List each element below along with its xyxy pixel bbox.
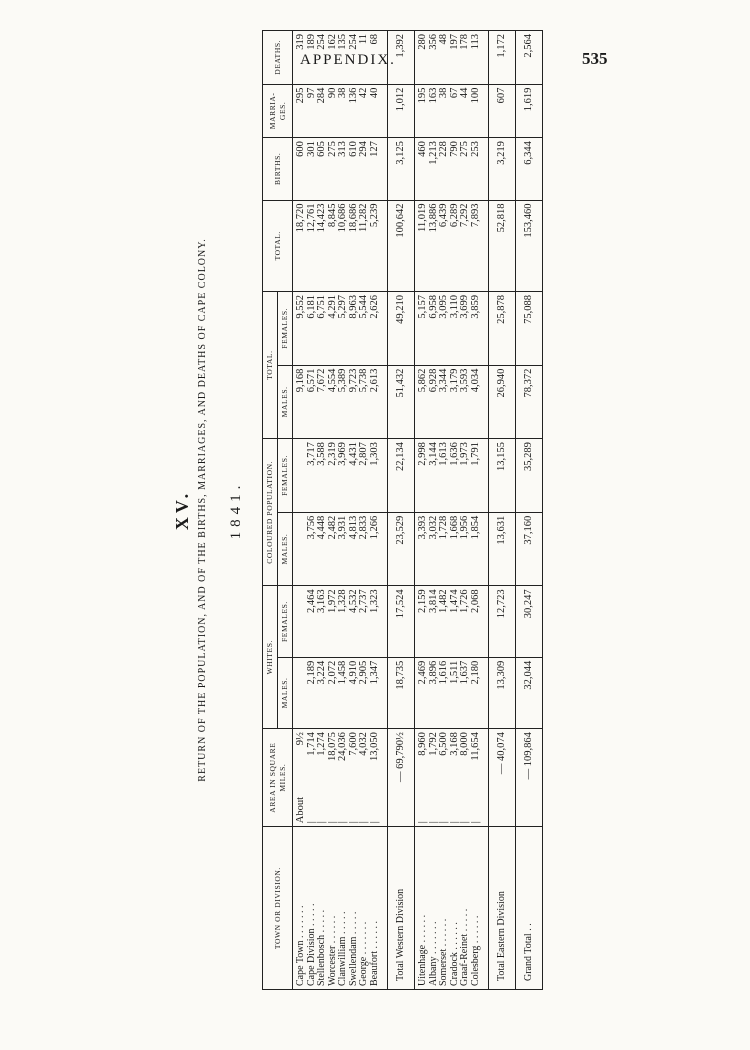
cell-value: 12,761 [305,203,317,233]
cell-value: 5,297 [337,294,348,319]
eastern-division-rows [415,31,489,990]
marriages-western [293,84,388,138]
coloured-males-eastern [415,512,489,586]
cell-value: 5,157 [417,294,428,319]
total-males-western [293,365,388,439]
cell-value: 2,068 [469,589,481,613]
cell-value: 1,213 [427,141,439,165]
town-name: George . . . . . . . [358,921,369,986]
col-total-females: FEMALES. [278,291,293,365]
cell-value: 11,019 [417,203,428,233]
town-names-western [293,827,388,990]
cell-value: 38 [438,87,449,99]
total-eastern-deaths: 1,172 [489,31,516,85]
total-western-deaths: 1,392 [388,31,415,85]
total-western-label: Total Western Division [388,827,415,990]
cell-value: 6,289 [448,203,460,228]
area-number: 8,000 [459,732,470,756]
cell-value: 44 [459,87,470,99]
cell-value: 2,189 [305,660,317,685]
total-eastern-tm: 26,940 [489,365,516,439]
total-eastern-tf: 25,878 [489,291,516,365]
grand-total-tf: 75,088 [516,291,543,365]
col-coloured-females: FEMALES. [278,439,293,513]
area-value [296,732,307,823]
cell-value: 3,588 [316,442,327,466]
cell-value: 11,282 [358,203,369,233]
total-females-eastern [415,291,489,365]
total-females-western [293,291,388,365]
cell-value: 5,738 [358,368,369,393]
total-eastern-area: — 40,074 [489,729,516,827]
area-number: 11,654 [469,732,481,761]
grand-total-cm: 37,160 [516,512,543,586]
cell-value: 3,163 [316,589,327,613]
cell-value: 13,886 [427,203,439,233]
total-eastern-births: 3,219 [489,138,516,200]
area-number: 24,036 [337,732,348,761]
table-year: 1841. [228,480,244,540]
whites-males-western [293,657,388,728]
cell-value: 195 [417,87,428,104]
cell-value [296,516,307,583]
cell-value: 135 [337,34,348,50]
area-prefix: | [305,821,317,824]
area-prefix: | [438,821,449,824]
cell-value: 1,511 [448,660,460,684]
total-eastern-label: Total Eastern Division [489,827,516,990]
deaths-western [293,31,388,85]
cell-value: 3,717 [305,442,317,466]
cell-value: 301 [305,141,317,157]
cell-value: 1,668 [448,515,460,540]
cell-value: 178 [459,34,470,50]
col-whites-females: FEMALES. [278,586,293,657]
cell-value: 9,168 [295,368,306,393]
town-name: Clanwilliam . . . . . [337,911,348,986]
cell-value: 2,469 [417,660,428,685]
cell-value: 4,431 [347,442,359,466]
deaths-eastern [415,31,489,85]
town-name: Uitenhage . . . . . . [417,914,428,986]
cell-value: 1,728 [438,515,449,540]
cell-value: 100 [469,87,481,104]
cell-value: 127 [368,141,380,157]
cell-value: 42 [358,87,369,99]
area-number: 9½ [295,732,306,746]
cell-value: 1,323 [368,589,380,613]
cell-value: 3,393 [417,515,428,540]
grand-total-births: 6,344 [516,138,543,200]
cell-value: 1,328 [337,589,348,613]
cell-value: 294 [358,141,369,157]
town-name: Somerset . . . . . . [438,918,449,986]
births-western [293,138,388,200]
cell-value: 1,613 [438,442,449,466]
cell-value: 1,303 [368,442,380,466]
area-prefix: | [347,821,359,824]
cell-value: 2,319 [326,442,338,466]
total-western [293,200,388,291]
cell-value: 2,737 [358,589,369,613]
cell-value: 356 [427,34,439,50]
area-number: 1,714 [305,732,317,756]
grand-total-wf: 30,247 [516,586,543,657]
page-number: 535 [582,49,608,68]
whites-females-eastern [415,586,489,657]
grand-total-deaths: 2,564 [516,31,543,85]
col-coloured-males: MALES. [278,512,293,586]
area-value [418,732,429,823]
town-names-eastern [415,827,489,990]
cell-value: 4,532 [347,589,359,613]
cell-value [296,589,307,653]
area-prefix: | [326,821,338,824]
cell-value: 10,686 [337,203,348,233]
total-eastern-wf: 12,723 [489,586,516,657]
col-total: TOTAL. [263,200,293,291]
cell-value: 3,593 [459,368,470,393]
town-name: Worcester . . . . . . [326,915,338,986]
grand-total-label: Grand Total . . [516,827,543,990]
town-name: Cape Division . . . . . [305,903,317,986]
cell-value: 9,552 [295,294,306,319]
area-prefix: | [469,821,481,824]
total-eastern-total: 52,818 [489,200,516,291]
area-number: 1,274 [316,732,327,756]
cell-value: 8,963 [347,294,359,319]
cell-value: 113 [469,34,481,50]
cell-value: 2,905 [358,660,369,685]
cell-value: 5,239 [368,203,380,228]
cell-value: 90 [326,87,338,99]
cell-value: 1,347 [368,660,380,685]
total-eastern-marriages: 607 [489,84,516,138]
grand-total-tm: 78,372 [516,365,543,439]
area-prefix: | [337,821,348,824]
cell-value: 605 [316,141,327,157]
area-number: 1,792 [427,732,439,756]
cell-value: 1,791 [469,442,481,466]
cell-value: 3,179 [448,368,460,393]
col-whites: WHITES. [263,586,278,729]
cell-value: 1,956 [459,515,470,540]
cell-value: 4,034 [469,368,481,393]
cell-value: 18,720 [295,203,306,233]
col-whites-males: MALES. [278,657,293,728]
cell-value: 3,756 [305,515,317,540]
town-name: Graaf-Reinet . . . . . [459,908,470,986]
cell-value: 295 [295,87,306,104]
cell-value: 11 [358,34,369,45]
total-western-cm: 23,529 [388,512,415,586]
western-division-rows [293,31,388,990]
cell-value: 189 [305,34,317,50]
cell-value: 5,862 [417,368,428,393]
cell-value: 1,616 [438,660,449,685]
total-western-marriages: 1,012 [388,84,415,138]
col-total-males: MALES. [278,365,293,439]
grand-total-row [516,31,543,990]
grand-total-total: 153,460 [516,200,543,291]
cell-value: 7,893 [469,203,481,228]
cell-value: 2,807 [358,442,369,466]
total-eastern [415,200,489,291]
coloured-males-western [293,512,388,586]
cell-value: 228 [438,141,449,157]
col-total-group: TOTAL. [263,291,278,438]
cell-value: 1,973 [459,442,470,466]
cell-value: 4,554 [326,368,338,393]
table-title: RETURN OF THE POPULATION, AND OF THE BIRTHS, MARRIAGES, AND DEATHS OF CAPE COLONY. [197,238,208,782]
town-name: Albany . . . . . . . [427,921,439,986]
cell-value: 4,448 [316,515,327,540]
cell-value: 2,159 [417,589,428,613]
cell-value: 600 [295,141,306,157]
cell-value: 2,833 [358,515,369,540]
cell-value: 2,482 [326,515,338,540]
cell-value: 1,266 [368,515,380,540]
total-western-wf: 17,524 [388,586,415,657]
cell-value: 319 [295,34,306,50]
grand-total-cf: 35,289 [516,439,543,513]
total-eastern-cf: 13,155 [489,439,516,513]
cell-value: 275 [326,141,338,157]
cell-value [296,442,307,509]
total-western-row [388,31,415,990]
cell-value: 6,181 [305,294,317,319]
cell-value: 2,998 [417,442,428,466]
cell-value: 5,389 [337,368,348,393]
cell-value: 3,969 [337,442,348,466]
cell-value: 97 [305,87,317,99]
total-western-wm: 18,735 [388,657,415,728]
cell-value: 3,699 [459,294,470,319]
cell-value: 3,032 [427,515,439,540]
total-eastern-cm: 13,631 [489,512,516,586]
town-name: Stellenbosch . . . . . [316,909,327,986]
cell-value: 3,931 [337,515,348,540]
cell-value: 6,571 [305,368,317,393]
area-value [439,732,450,823]
cell-value: 5,544 [358,294,369,319]
col-town: TOWN OR DIVISION. [263,827,293,990]
area-prefix: | [316,821,327,824]
coloured-females-eastern [415,439,489,513]
cell-value: 1,636 [448,442,460,466]
cell-value: 2,613 [368,368,380,393]
cell-value: 3,144 [427,442,439,466]
cell-value: 4,910 [347,660,359,685]
cell-value: 3,344 [438,368,449,393]
cell-value: 254 [316,34,327,50]
cell-value: 284 [316,87,327,104]
town-name: Beaufort . . . . . . [368,921,380,986]
cell-value: 2,072 [326,660,338,685]
running-head-title: APPENDIX. [300,52,396,68]
area-prefix: | [417,821,428,824]
total-males-eastern [415,365,489,439]
births-eastern [415,138,489,200]
cell-value: 1,474 [448,589,460,613]
area-prefix: | [459,821,470,824]
area-eastern [415,729,489,827]
cell-value: 1,458 [337,660,348,685]
cell-value: 67 [448,87,460,99]
area-value [359,732,370,823]
cell-value: 1,972 [326,589,338,613]
cell-value: 6,439 [438,203,449,228]
area-number: 6,500 [438,732,449,756]
cell-value: 9,723 [347,368,359,393]
population-return-table [262,30,543,990]
cell-value: 4,291 [326,294,338,319]
total-eastern-row [489,31,516,990]
cell-value: 3,110 [448,294,460,319]
col-area: AREA IN SQUARE MILES. [263,729,293,827]
cell-value: 460 [417,141,428,157]
area-value [370,732,381,823]
cell-value: 275 [459,141,470,157]
cell-value: 3,095 [438,294,449,319]
area-prefix: | [427,821,439,824]
town-name: Colesberg . . . . . . [469,915,481,986]
area-prefix: | [448,821,460,824]
area-value [317,732,328,823]
cell-value: 254 [347,34,359,50]
area-value [338,732,349,823]
cell-value: 1,726 [459,589,470,613]
cell-value: 40 [368,87,380,99]
cell-value: 2,180 [469,660,481,685]
grand-total-wm: 32,044 [516,657,543,728]
cell-value: 3,814 [427,589,439,613]
town-name: Cape Town . . . . . . . [295,905,306,986]
area-prefix: About [295,796,306,824]
grand-total-area: — 109,864 [516,729,543,827]
town-name: Cradock . . . . . . [448,922,460,986]
cell-value: 7,292 [459,203,470,228]
col-births: BIRTHS. [263,138,293,200]
total-western-tm: 51,432 [388,365,415,439]
cell-value: 6,928 [427,368,439,393]
cell-value: 136 [347,87,359,104]
total-western-tf: 49,210 [388,291,415,365]
cell-value: 1,637 [459,660,470,685]
cell-value: 4,813 [347,515,359,540]
cell-value: 14,423 [316,203,327,233]
total-western-area: — 69,790½ [388,729,415,827]
area-number: 13,050 [368,732,380,761]
cell-value: 2,464 [305,589,317,613]
cell-value: 610 [347,141,359,157]
cell-value: 48 [438,34,449,45]
section-number: XV. [172,489,192,531]
cell-value: 38 [337,87,348,99]
whites-males-eastern [415,657,489,728]
area-number: 4,032 [358,732,369,756]
area-number: 8,960 [417,732,428,756]
cell-value: 162 [326,34,338,50]
cell-value: 1,482 [438,589,449,613]
coloured-females-western [293,439,388,513]
area-number: 18,075 [326,732,338,761]
cell-value: 3,896 [427,660,439,685]
cell-value: 6,958 [427,294,439,319]
area-number: 7,600 [347,732,359,756]
total-western-births: 3,125 [388,138,415,200]
area-western [293,729,388,827]
cell-value: 197 [448,34,460,50]
area-value [460,732,471,823]
area-prefix: | [358,821,369,824]
col-marriages: MARRIA-GES. [263,84,293,138]
cell-value: 790 [448,141,460,157]
whites-females-western [293,586,388,657]
cell-value: 68 [368,34,380,45]
cell-value: 3,859 [469,294,481,319]
marriages-eastern [415,84,489,138]
total-western-total: 100,642 [388,200,415,291]
cell-value: 163 [427,87,439,104]
cell-value [296,661,307,725]
total-western-cf: 22,134 [388,439,415,513]
cell-value: 2,626 [368,294,380,319]
cell-value: 8,845 [326,203,338,228]
area-prefix: | [368,821,380,824]
cell-value: 6,751 [316,294,327,319]
cell-value: 253 [469,141,481,157]
town-name: Swellendam . . . . . [347,911,359,986]
area-number: 3,168 [448,732,460,756]
cell-value: 280 [417,34,428,50]
col-deaths: DEATHS. [263,31,293,85]
grand-total-marriages: 1,619 [516,84,543,138]
cell-value: 18,686 [347,203,359,233]
col-coloured: COLOURED POPULATION. [263,439,278,586]
cell-value: 1,854 [469,515,481,540]
cell-value: 7,672 [316,368,327,393]
cell-value: 3,224 [316,660,327,685]
cell-value: 313 [337,141,348,157]
area-value [471,732,482,823]
total-eastern-wm: 13,309 [489,657,516,728]
